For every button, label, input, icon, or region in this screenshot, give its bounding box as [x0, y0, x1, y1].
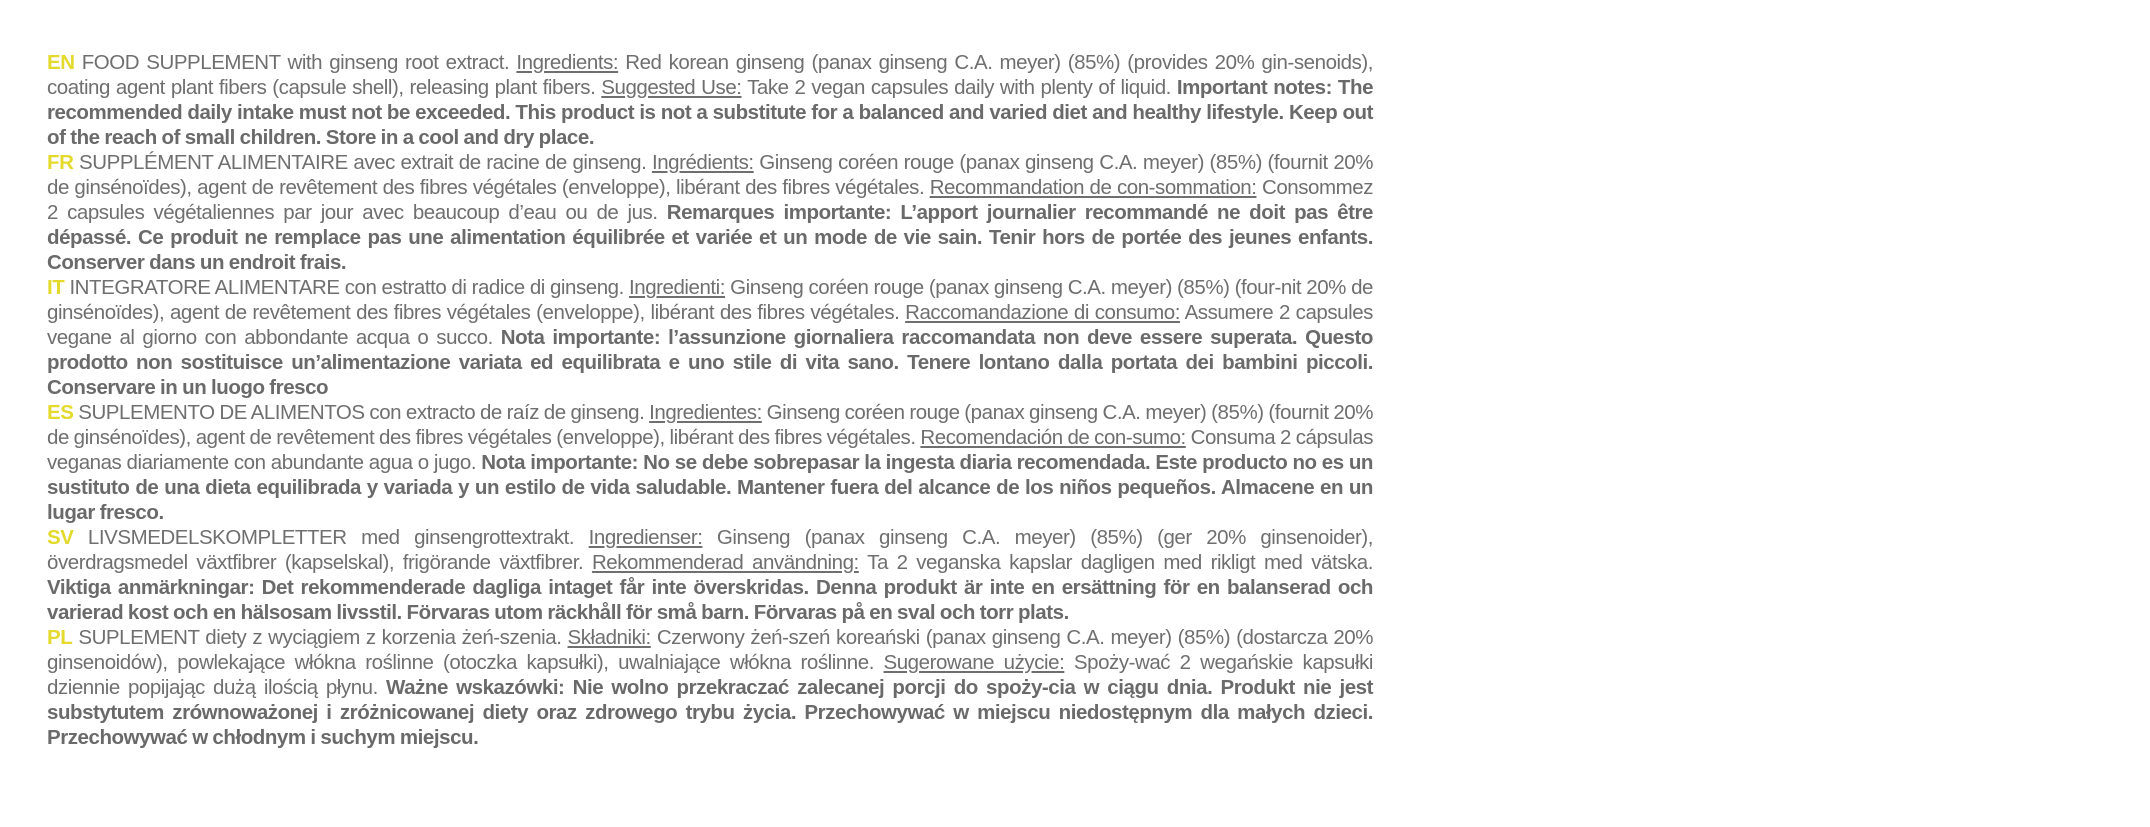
lang-code-es: ES — [47, 401, 74, 424]
ingredients-label-pl: Składniki: — [567, 626, 651, 649]
important-notes-fr: Remarques importante: L’apport journalier recommandé ne doit pas être dépassé. Ce produit ne remplace pas une alimentation équilibrée et variée et un mode de vie sain. Tenir hors de portée des jeunes enfants. Conserver dans un endroit frais. — [47, 201, 1373, 274]
usage-label-en: Suggested Use: — [601, 76, 742, 99]
usage-label-fr: Recommandation de con-sommation: — [929, 176, 1257, 199]
ingredients-label-es: Ingredientes: — [649, 401, 762, 424]
usage-text-pl: Spoży-wać 2 wegańskie kapsułki dziennie popijając dużą ilością płynu. — [47, 651, 1373, 699]
important-notes-sv: Viktiga anmärkningar: Det rekommenderade dagliga intaget får inte överskridas. Denna produkt är inte en ersättning för en balanserad och varierad kost och en hälsosam livsstil. Förvaras utom räckhåll för små barn. Förvaras på en sval och torr plats. — [47, 576, 1373, 624]
lang-code-sv: SV — [47, 526, 74, 549]
important-notes-pl: Ważne wskazówki: Nie wolno przekraczać zalecanej porcji do spoży-cia w ciągu dnia. Produkt nie jest substytutem zrównoważonej i zróżnicowanej diety oraz zdrowego trybu życia. Przechowywać w miejscu niedostępnym dla małych dzieci. Przechowywać w chłodnym i suchym miejscu. — [47, 676, 1374, 749]
usage-text-sv: Ta 2 veganska kapslar dagligen med rikligt med vätska. — [867, 551, 1373, 574]
product-description-fr: SUPPLÉMENT ALIMENTAIRE avec extrait de racine de ginseng. — [79, 151, 647, 174]
important-notes-en: Important notes: The recommended daily intake must not be exceeded. This product is not a substitute for a balanced and varied diet and healthy lifestyle. Keep out of the reach of small children. Store in a cool and dry place. — [47, 76, 1374, 149]
lang-block-es — [47, 400, 1373, 525]
ingredients-text-en: Red korean ginseng (panax ginseng C.A. meyer) (85%) (provides 20% gin-senoids), coating agent plant fibers (capsule shell), releasing plant fibers. — [47, 51, 1373, 99]
lang-code-en: EN — [47, 51, 75, 74]
ingredients-label-sv: Ingredienser: — [588, 526, 703, 549]
ingredients-text-sv: Ginseng (panax ginseng C.A. meyer) (85%) (ger 20% ginsenoider), överdragsmedel växtfibrer (kapselskal), frigörande växtfibrer. — [47, 526, 1374, 574]
usage-label-es: Recomendación de con-sumo: — [920, 426, 1186, 449]
lang-code-it: IT — [47, 276, 65, 299]
ingredients-label-it: Ingredienti: — [629, 276, 726, 299]
lang-block-fr — [47, 150, 1373, 275]
important-notes-it: Nota importante: l’assunzione giornaliera raccomandata non deve essere superata. Questo prodotto non sostituisce un’alimentazione variata ed equilibrata e uno stile di vita sano. Tenere lontano dalla portata dei bambini piccoli. Conservare in un luogo fresco — [47, 326, 1373, 399]
product-description-sv: LIVSMEDELSKOMPLETTER med ginsengrottextrakt. — [87, 526, 575, 549]
ingredients-label-en: Ingredients: — [516, 51, 619, 74]
usage-text-fr: Consommez 2 capsules végétaliennes par jour avec beaucoup d’eau ou de jus. — [47, 176, 1373, 224]
lang-block-sv — [47, 525, 1373, 625]
ingredients-text-it: Ginseng coréen rouge (panax ginseng C.A. meyer) (85%) (four-nit 20% de ginsénoïdes), agent de revêtement des fibres végétales (enveloppe), libérant des fibres végétales. — [47, 276, 1373, 324]
product-description-it: INTEGRATORE ALIMENTARE con estratto di radice di ginseng. — [69, 276, 624, 299]
usage-text-it: Assumere 2 capsules vegane al giorno con abbondante acqua o succo. — [47, 301, 1373, 349]
supplement-label-text — [47, 50, 1373, 750]
usage-label-pl: Sugerowane użycie: — [883, 651, 1065, 674]
usage-text-es: Consuma 2 cápsulas veganas diariamente con abundante agua o jugo. — [47, 426, 1373, 474]
usage-label-it: Raccomandazione di consumo: — [905, 301, 1180, 324]
important-notes-es: Nota importante: No se debe sobrepasar la ingesta diaria recomendada. Este producto no es un sustituto de una dieta equilibrada y variada y un estilo de vida saludable. Mantener fuera del alcance de los niños pequeños. Almacene en un lugar fresco. — [47, 451, 1374, 524]
ingredients-text-pl: Czerwony żeń-szeń koreański (panax ginseng C.A. meyer) (85%) (dostarcza 20% ginsenoidów), powlekające włókna roślinne (otoczka kapsułki), uwalniające włókna roślinne. — [47, 626, 1374, 674]
product-description-en: FOOD SUPPLEMENT with ginseng root extract. — [81, 51, 510, 74]
ingredients-text-es: Ginseng coréen rouge (panax ginseng C.A. meyer) (85%) (fournit 20% de ginsénoïdes), agent de revêtement des fibres végétales (enveloppe), libérant des fibres végétales. — [47, 401, 1374, 449]
product-description-es: SUPLEMENTO DE ALIMENTOS con extracto de raíz de ginseng. — [78, 401, 645, 424]
ingredients-label-fr: Ingrédients: — [651, 151, 754, 174]
lang-code-pl: PL — [47, 626, 73, 649]
product-description-pl: SUPLEMENT diety z wyciągiem z korzenia żeń-szenia. — [78, 626, 562, 649]
lang-block-it — [47, 275, 1373, 400]
usage-text-en: Take 2 vegan capsules daily with plenty of liquid. — [747, 76, 1171, 99]
lang-block-pl — [47, 625, 1373, 750]
usage-label-sv: Rekommenderad användning: — [591, 551, 859, 574]
lang-code-fr: FR — [47, 151, 74, 174]
lang-block-en — [47, 50, 1373, 150]
ingredients-text-fr: Ginseng coréen rouge (panax ginseng C.A. meyer) (85%) (fournit 20% de ginsénoïdes), agent de revêtement des fibres végétales (enveloppe), libérant des fibres végétales. — [47, 151, 1374, 199]
